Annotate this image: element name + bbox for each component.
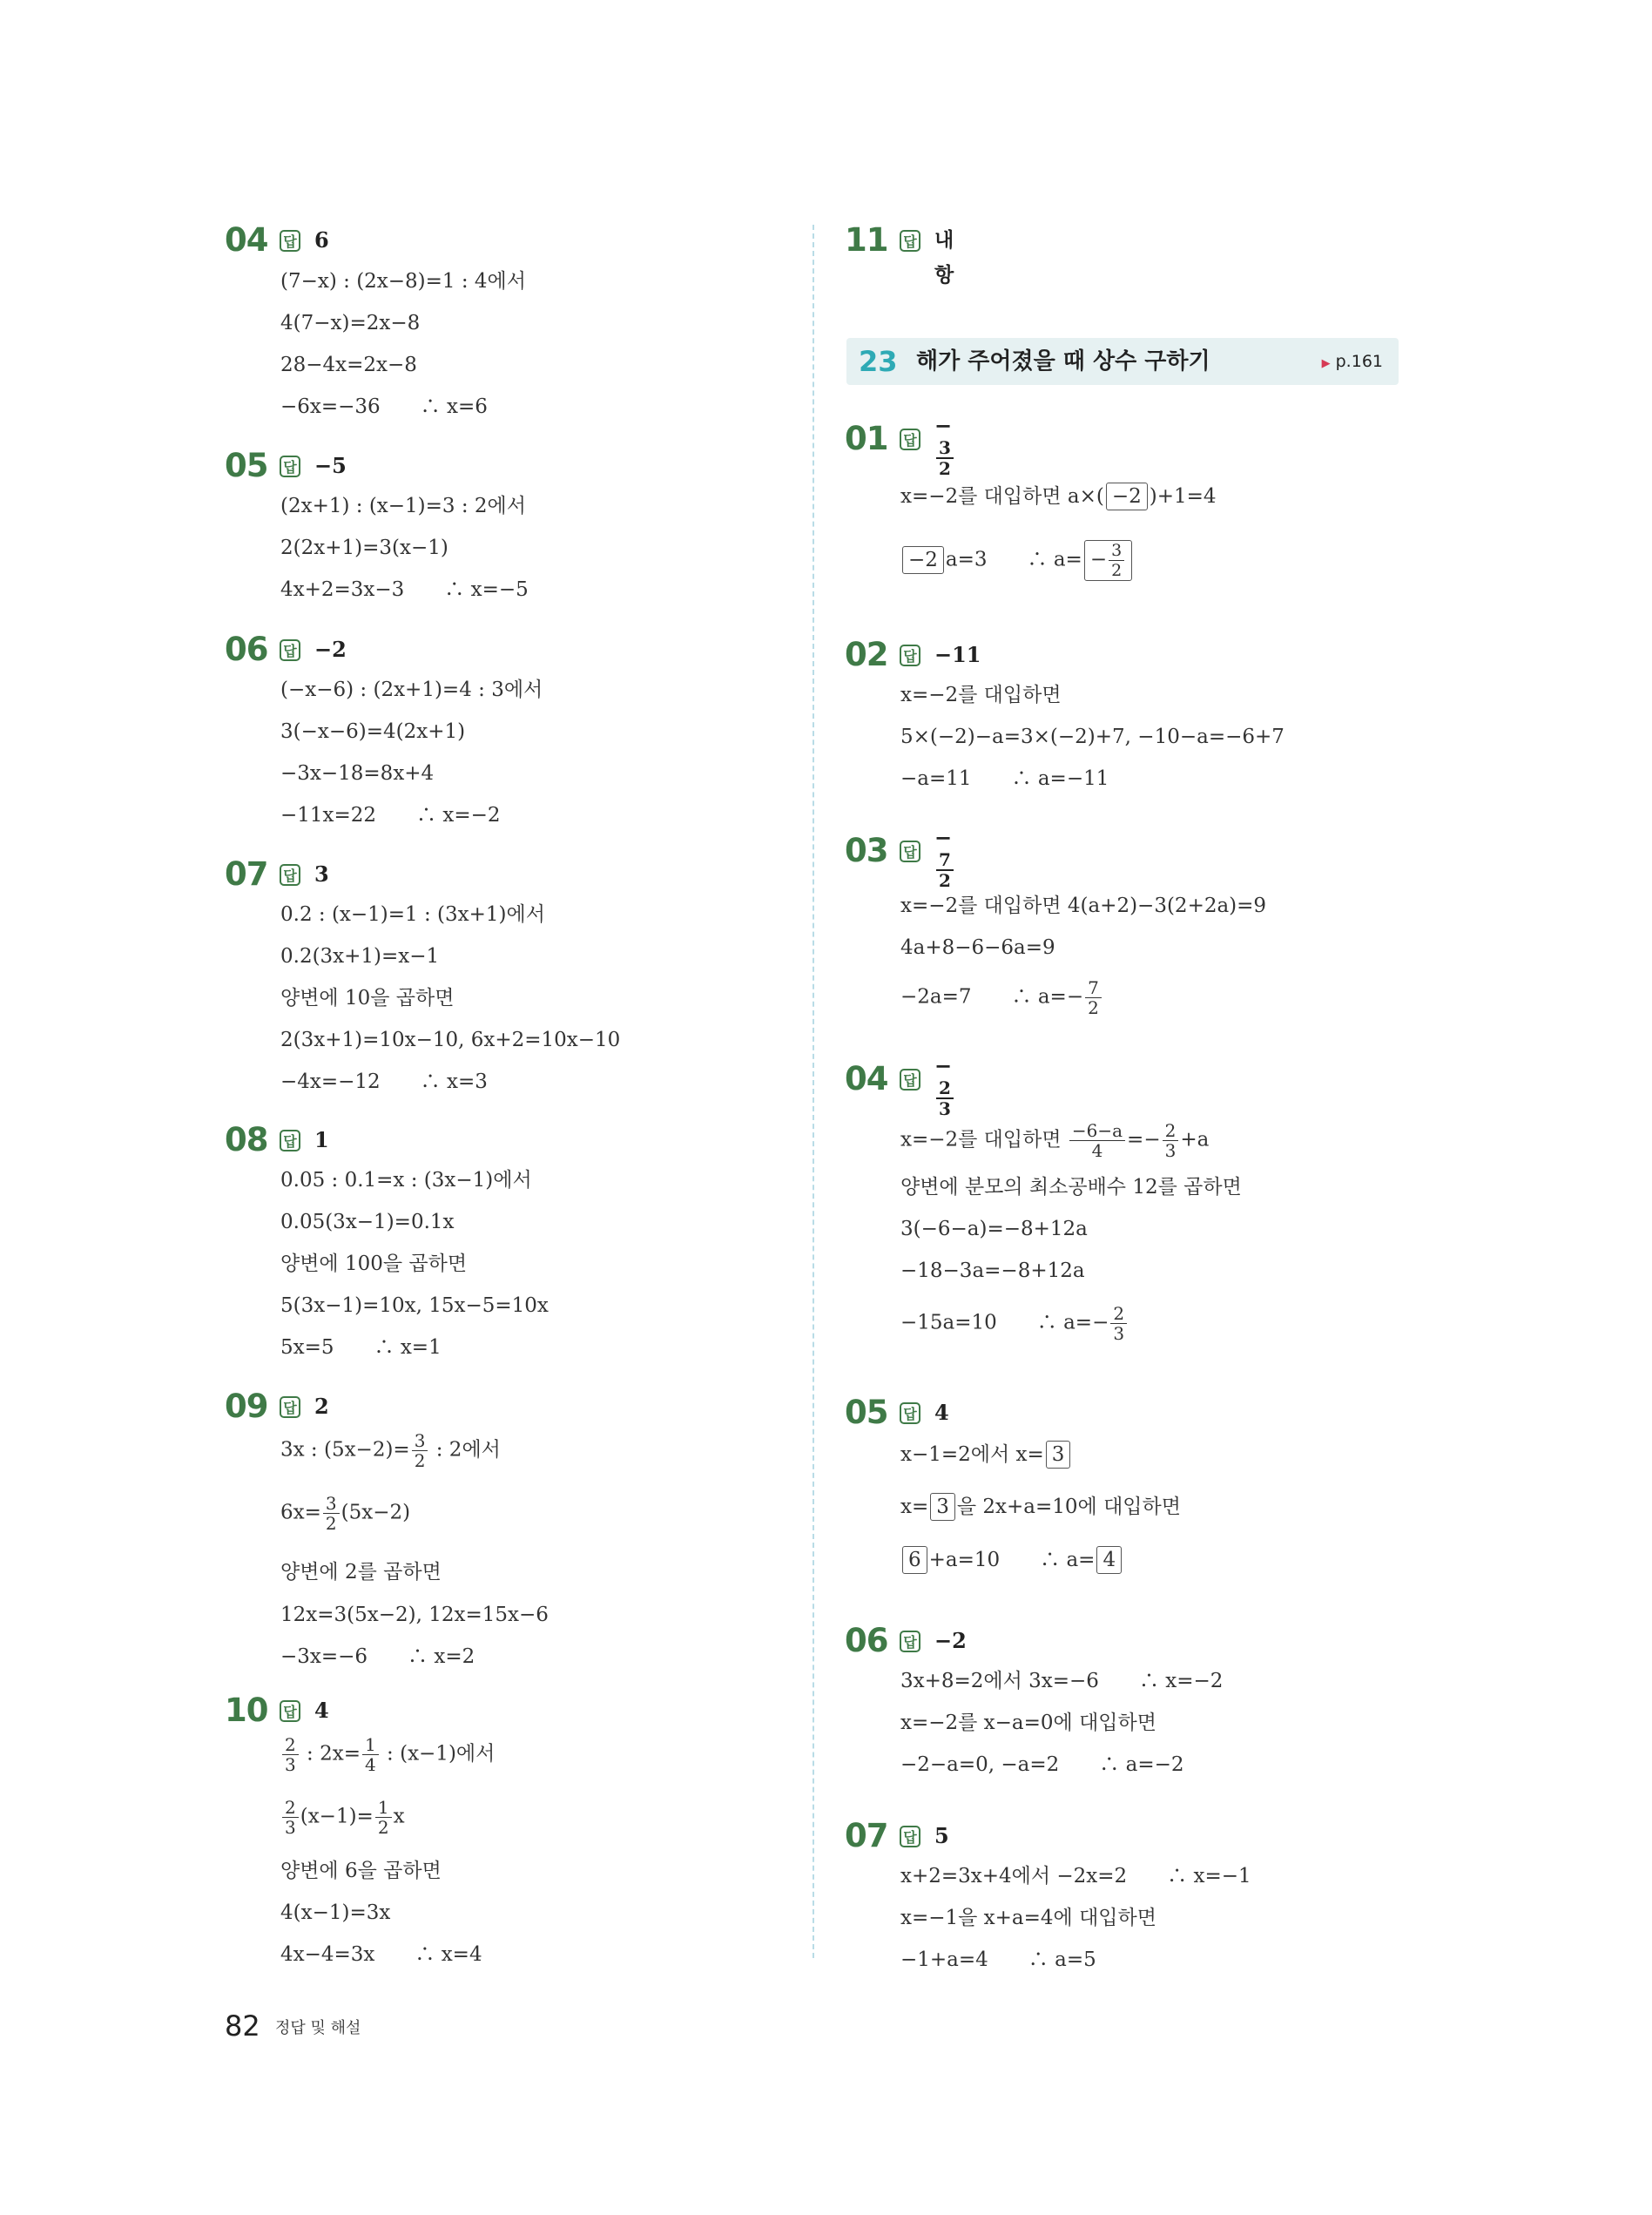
solution-line: (−x−6) : (2x+1)=4 : 3에서 — [280, 679, 543, 701]
problem-number: 07 — [845, 1817, 888, 1854]
answer-badge: 답 — [280, 1130, 300, 1151]
page-reference — [1322, 350, 1383, 375]
solution-line: 28−4x=2x−8 — [280, 354, 417, 376]
fraction — [412, 1431, 428, 1470]
numerator: 7 — [936, 850, 954, 871]
answer-value — [934, 825, 955, 890]
answer-badge: 답 — [280, 1396, 300, 1418]
sign: − — [934, 825, 953, 850]
solution-line: 4(7−x)=2x−8 — [280, 312, 421, 334]
solution-line: −3x=−6 ∴ x=2 — [280, 1645, 475, 1668]
blank-box: 6 — [902, 1546, 927, 1574]
section-number: 23 — [859, 345, 898, 378]
answer-badge: 답 — [280, 230, 300, 252]
solution-line: 양변에 6을 곱하면 — [280, 1860, 442, 1882]
answer-value: 4 — [934, 1400, 949, 1425]
expression: +a — [1180, 1128, 1210, 1151]
expression: (x−1)= — [300, 1805, 374, 1828]
problem-number: 02 — [845, 636, 888, 673]
solution-line: 3x+8=2에서 3x=−6 ∴ x=−2 — [900, 1670, 1224, 1692]
fraction — [1163, 1121, 1179, 1160]
solution-line: −18−3a=−8+12a — [900, 1259, 1085, 1282]
answer-badge: 답 — [900, 429, 920, 450]
fraction — [282, 1735, 299, 1774]
solution-line: (2x+1) : (x−1)=3 : 2에서 — [280, 495, 526, 517]
problem-number: 10 — [225, 1692, 268, 1729]
expression: +a=10 ∴ a= — [928, 1549, 1096, 1571]
denominator: 2 — [939, 870, 951, 891]
numerator: 7 — [1085, 978, 1102, 998]
expression: : (x−1)에서 — [380, 1742, 496, 1766]
blank-box: −2 — [1106, 483, 1148, 510]
fraction — [1109, 541, 1124, 580]
sign: − — [934, 1053, 953, 1078]
answer-value — [934, 1053, 955, 1118]
solution-line — [900, 1304, 1129, 1343]
triangle-icon: ▶ — [1321, 357, 1331, 370]
fraction — [1110, 1304, 1127, 1343]
solution-line — [900, 483, 1217, 510]
solution-line: 0.2(3x+1)=x−1 — [280, 945, 440, 968]
solution-line: 5(3x−1)=10x, 15x−5=10x — [280, 1294, 549, 1317]
solution-line: 양변에 100을 곱하면 — [280, 1253, 468, 1275]
solution-line — [900, 1121, 1209, 1160]
solution-line — [900, 1441, 1072, 1469]
problem-number: 04 — [845, 1060, 888, 1097]
fraction — [323, 1494, 340, 1533]
solution-line: x+2=3x+4에서 −2x=2 ∴ x=−1 — [900, 1865, 1251, 1887]
fraction — [1085, 978, 1102, 1017]
solution-line: 5x=5 ∴ x=1 — [280, 1336, 442, 1359]
expression: : 2에서 — [429, 1438, 501, 1462]
denominator: 3 — [1113, 1323, 1125, 1344]
denominator: 2 — [1111, 561, 1123, 580]
numerator: 3 — [323, 1494, 340, 1514]
solution-line: x=−2를 대입하면 — [900, 684, 1062, 706]
solution-line: x=−2를 대입하면 4(a+2)−3(2+2a)=9 — [900, 895, 1267, 917]
fraction — [362, 1735, 379, 1774]
problem-number: 11 — [845, 221, 888, 259]
section-title: 해가 주어졌을 때 상수 구하기 — [916, 348, 1210, 375]
numerator: 2 — [282, 1735, 299, 1755]
solution-line: 양변에 분모의 최소공배수 12를 곱하면 — [900, 1176, 1242, 1199]
denominator: 3 — [1164, 1140, 1177, 1161]
problem-number: 06 — [845, 1622, 888, 1659]
numerator: 2 — [936, 1078, 954, 1099]
fraction — [936, 1078, 954, 1118]
fraction — [1069, 1121, 1125, 1160]
sign: − — [934, 413, 953, 438]
answer-badge: 답 — [280, 864, 300, 886]
fraction — [936, 438, 954, 478]
expression: −15a=10 ∴ a=− — [900, 1311, 1109, 1334]
solution-line: −a=11 ∴ a=−11 — [900, 767, 1109, 790]
numerator: 3 — [412, 1431, 428, 1451]
solution-line: −4x=−12 ∴ x=3 — [280, 1070, 488, 1093]
numerator: 2 — [1110, 1304, 1127, 1324]
problem-number: 05 — [225, 447, 268, 484]
fraction — [936, 850, 954, 890]
denominator: 3 — [285, 1754, 296, 1775]
problem-number: 07 — [225, 855, 268, 893]
answer-badge: 답 — [900, 1826, 920, 1847]
fraction — [282, 1798, 299, 1837]
denominator: 2 — [377, 1817, 389, 1838]
solution-line — [900, 1546, 1123, 1574]
numerator: 1 — [362, 1735, 379, 1755]
problem-number: 01 — [845, 420, 888, 457]
solution-line: 2(3x+1)=10x−10, 6x+2=10x−10 — [280, 1029, 621, 1051]
solution-line: 4(x−1)=3x — [280, 1901, 391, 1924]
answer-badge: 답 — [280, 639, 300, 661]
expression: x — [393, 1805, 405, 1828]
expression: x=−2를 대입하면 — [900, 1128, 1068, 1151]
column-divider — [813, 225, 814, 1958]
expression: a=3 ∴ a= — [945, 548, 1082, 571]
answer-value: 6 — [314, 227, 329, 253]
solution-line: 양변에 2를 곱하면 — [280, 1561, 442, 1584]
answer-value: −5 — [314, 453, 347, 478]
answer-badge: 답 — [900, 645, 920, 666]
problem-number: 04 — [225, 221, 268, 259]
answer-value: −2 — [934, 1628, 967, 1653]
answer-value: 2 — [314, 1394, 329, 1419]
page-reference-text: p.161 — [1335, 352, 1383, 371]
solution-line: 3(−6−a)=−8+12a — [900, 1218, 1088, 1240]
solution-line: 4x−4=3x ∴ x=4 — [280, 1943, 482, 1966]
denominator: 2 — [1088, 997, 1099, 1018]
solution-line: x=−1을 x+a=4에 대입하면 — [900, 1907, 1156, 1929]
solution-line: −11x=22 ∴ x=−2 — [280, 804, 501, 827]
expression: )+1=4 — [1149, 485, 1217, 508]
solution-line: 양변에 10을 곱하면 — [280, 987, 455, 1010]
page-label: 정답 및 해설 — [275, 2019, 361, 2037]
problem-number: 05 — [845, 1394, 888, 1431]
page-number: 82 — [225, 2009, 260, 2043]
solution-line: −6x=−36 ∴ x=6 — [280, 395, 488, 418]
denominator: 2 — [414, 1450, 426, 1471]
solution-line: −2−a=0, −a=2 ∴ a=−2 — [900, 1753, 1184, 1776]
solution-line: 0.05(3x−1)=0.1x — [280, 1211, 455, 1233]
expression: 3x : (5x−2)= — [280, 1438, 410, 1462]
blank-box: 3 — [1046, 1441, 1071, 1469]
expression: 을 2x+a=10에 대입하면 — [956, 1496, 1181, 1518]
solution-line: 0.05 : 0.1=x : (3x−1)에서 — [280, 1169, 532, 1192]
solution-line: −1+a=4 ∴ a=5 — [900, 1948, 1096, 1971]
answer-value: 1 — [314, 1127, 329, 1152]
answer-value — [934, 413, 955, 478]
numerator: 3 — [1109, 541, 1124, 561]
solution-line: (7−x) : (2x−8)=1 : 4에서 — [280, 270, 526, 293]
denominator: 4 — [1091, 1140, 1103, 1161]
solution-line — [900, 1493, 1181, 1521]
solution-line: 4x+2=3x−3 ∴ x=−5 — [280, 578, 529, 601]
problem-number: 09 — [225, 1388, 268, 1425]
solution-line: x=−2를 x−a=0에 대입하면 — [900, 1712, 1156, 1734]
answer-badge: 답 — [900, 841, 920, 862]
solution-line: 0.2 : (x−1)=1 : (3x+1)에서 — [280, 903, 545, 926]
denominator: 4 — [364, 1754, 376, 1775]
fraction — [375, 1798, 392, 1837]
expression: =− — [1127, 1128, 1161, 1151]
numerator: 1 — [375, 1798, 392, 1818]
sign: − — [1089, 548, 1108, 571]
solution-line: 4a+8−6−6a=9 — [900, 936, 1055, 959]
problem-number: 06 — [225, 631, 268, 668]
answer-value: 5 — [934, 1823, 949, 1848]
blank-box: −2 — [902, 546, 944, 574]
solution-line: 3(−x−6)=4(2x+1) — [280, 720, 466, 743]
blank-box: 3 — [930, 1493, 955, 1521]
solution-line — [280, 1494, 410, 1533]
answer-value: −11 — [934, 642, 981, 667]
numerator: −6−a — [1069, 1121, 1125, 1141]
expression: x−1=2에서 x= — [900, 1443, 1044, 1466]
solution-line: 2(2x+1)=3(x−1) — [280, 537, 448, 559]
section-header — [846, 338, 1399, 385]
numerator: 2 — [282, 1798, 299, 1818]
expression: : 2x= — [300, 1742, 361, 1766]
answer-badge: 답 — [280, 456, 300, 477]
answer-value: 내항 — [934, 229, 954, 287]
blank-box: 4 — [1096, 1546, 1122, 1574]
problem-number: 08 — [225, 1121, 268, 1158]
expression: 6x= — [280, 1501, 321, 1524]
answer-badge: 답 — [900, 1631, 920, 1652]
answer-badge: 답 — [900, 230, 920, 252]
solution-line: −3x−18=8x+4 — [280, 762, 435, 785]
answer-value: −2 — [314, 637, 347, 662]
answer-value: 3 — [314, 861, 329, 887]
problem-number: 03 — [845, 832, 888, 869]
expression: x=−2를 대입하면 a×( — [900, 485, 1104, 508]
denominator: 3 — [285, 1817, 296, 1838]
expression: −2a=7 ∴ a=− — [900, 985, 1084, 1009]
denominator: 3 — [939, 1098, 951, 1119]
solution-line — [280, 1798, 405, 1837]
solution-line — [900, 978, 1103, 1017]
solution-line — [900, 540, 1134, 581]
answer-badge: 답 — [900, 1069, 920, 1091]
denominator: 2 — [939, 458, 951, 479]
expression: (5x−2) — [341, 1501, 411, 1524]
solution-line — [280, 1735, 495, 1774]
numerator: 3 — [936, 438, 954, 459]
answer-badge: 답 — [280, 1700, 300, 1722]
solution-line: 12x=3(5x−2), 12x=15x−6 — [280, 1604, 549, 1626]
solution-line: 5×(−2)−a=3×(−2)+7, −10−a=−6+7 — [900, 726, 1285, 748]
expression: x= — [900, 1496, 929, 1518]
solution-line — [280, 1431, 501, 1470]
blank-box — [1084, 540, 1132, 581]
answer-badge: 답 — [900, 1402, 920, 1424]
denominator: 2 — [325, 1513, 337, 1534]
numerator: 2 — [1163, 1121, 1179, 1141]
answer-value: 4 — [314, 1698, 329, 1723]
